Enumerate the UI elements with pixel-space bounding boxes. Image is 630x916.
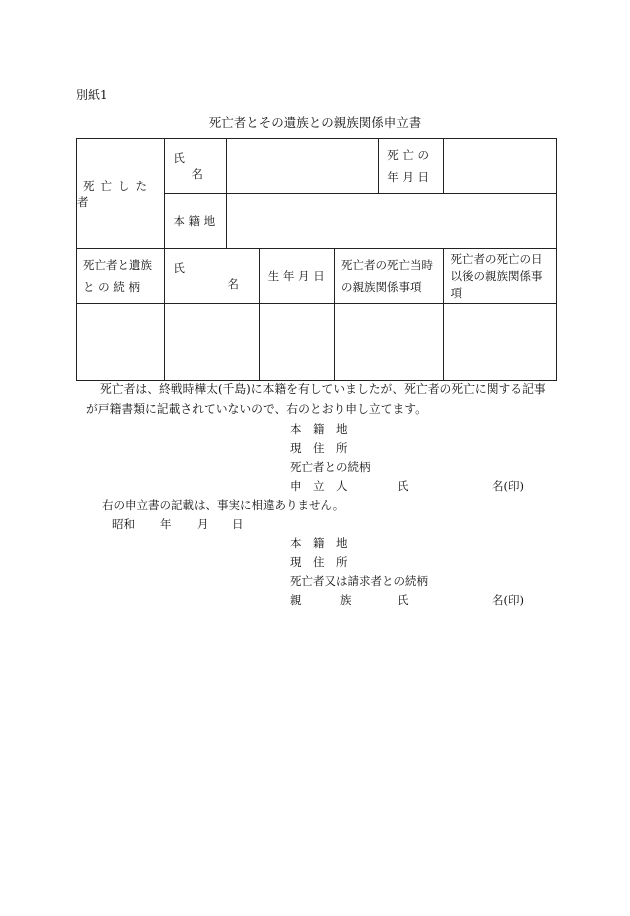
domicile-label: 本 籍 地 — [173, 214, 216, 228]
applicant-relation-label: 死亡者との続柄 — [290, 460, 371, 474]
family-name-label-right: 名 — [227, 277, 239, 291]
name-label-left: 氏 — [173, 151, 185, 165]
family-relation-after-field[interactable] — [444, 304, 557, 381]
relative-domicile-label: 本 籍 地 — [290, 536, 348, 550]
relative-name-label-left: 氏 — [397, 593, 409, 607]
relationship-form-table — [76, 138, 557, 381]
applicant-label: 申 立 人 — [290, 479, 348, 493]
applicant-domicile-label: 本 籍 地 — [290, 422, 348, 436]
relation-after-line2: 以後の親族関係事 — [450, 268, 543, 283]
relation-after-line1: 死亡者の死亡の日 — [450, 251, 543, 266]
death-date-label-line2: 年 月 日 — [387, 170, 430, 184]
relation-at-death-line2: の親族関係事項 — [341, 280, 422, 294]
annex-label: 別紙1 — [76, 88, 108, 102]
death-date-label-line1: 死 亡 の — [387, 148, 430, 162]
relative-address-label: 現 住 所 — [290, 555, 348, 569]
birth-date-header-cell — [259, 249, 334, 304]
document-title: 死亡者とその遺族との親族関係申立書 — [208, 115, 422, 130]
family-relation-field[interactable] — [77, 304, 165, 381]
date-era: 昭和 — [112, 517, 135, 531]
relation-at-death-header-cell — [335, 249, 444, 304]
family-relation-at-death-field[interactable] — [335, 304, 444, 381]
birth-date-label: 生 年 月 日 — [267, 269, 325, 283]
date-year: 年 — [160, 517, 172, 531]
statement-line1: 死亡者は、終戦時樺太(千島)に本籍を有していましたが、死亡者の死亡に関する記事 — [100, 382, 546, 396]
applicant-name-label-left: 氏 — [397, 479, 409, 493]
relative-label-left: 親 — [290, 593, 302, 607]
death-date-field[interactable] — [444, 139, 557, 194]
statement-line2: が戸籍書類に記載されていないので、右のとおり申し立てます。 — [86, 402, 427, 416]
relative-label-right: 族 — [340, 593, 352, 607]
relation-header-cell — [77, 249, 165, 304]
certify-text: 右の申立書の記載は、事実に相違ありません。 — [102, 498, 345, 512]
name-label-cell — [165, 139, 226, 194]
relation-after-line3: 項 — [450, 285, 462, 300]
relation-at-death-line1: 死亡者の死亡当時 — [341, 258, 434, 272]
family-name-header-cell — [165, 249, 259, 304]
deceased-header: 死亡した者 — [77, 178, 153, 209]
deceased-header-cell — [77, 139, 165, 249]
relation-header-line2: と の 続 柄 — [83, 280, 140, 294]
deceased-name-field[interactable] — [226, 139, 379, 194]
relative-name-seal-label: 名(印) — [492, 593, 524, 607]
date-day: 日 — [232, 517, 244, 531]
family-birth-date-field[interactable] — [259, 304, 334, 381]
applicant-address-label: 現 住 所 — [290, 441, 348, 455]
date-month: 月 — [197, 517, 209, 531]
relative-relation-label: 死亡者又は請求者との続柄 — [290, 574, 428, 588]
relation-after-header-cell — [444, 249, 557, 304]
family-name-field[interactable] — [165, 304, 259, 381]
death-date-label-cell — [379, 139, 444, 194]
name-label-right: 名 — [191, 167, 203, 181]
relation-header-line1: 死亡者と遺族 — [83, 258, 152, 272]
deceased-domicile-field[interactable] — [226, 194, 556, 249]
applicant-name-seal-label: 名(印) — [492, 479, 524, 493]
family-name-label-left: 氏 — [173, 261, 185, 275]
domicile-label-cell — [165, 194, 226, 249]
